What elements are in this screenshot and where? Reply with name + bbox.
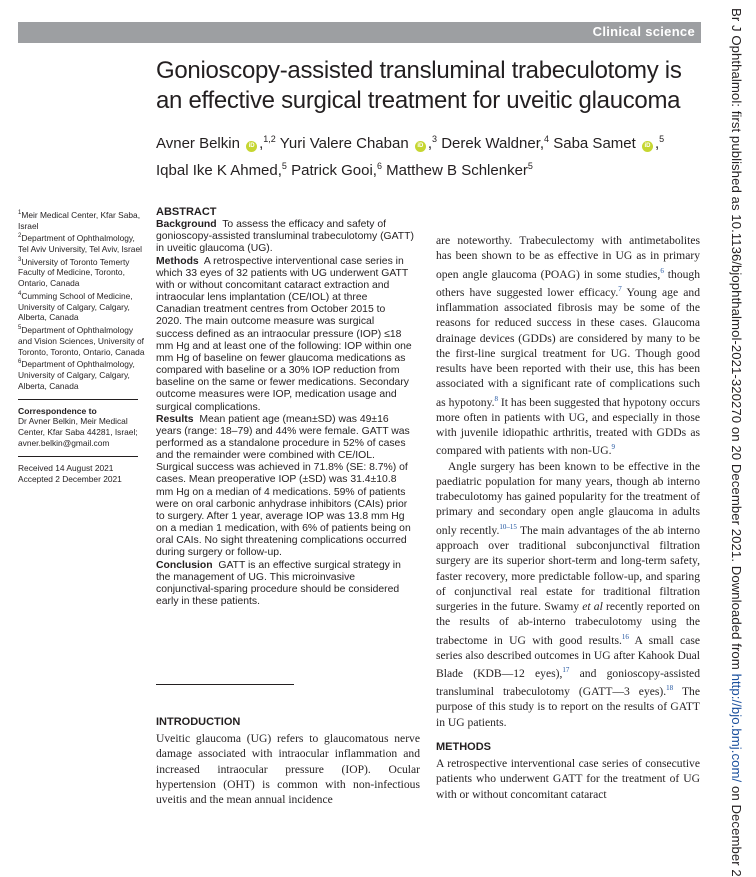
section-label: Clinical science xyxy=(592,24,695,39)
divider xyxy=(18,399,138,400)
article-title: Gonioscopy-assisted transluminal trabeculotomy is an effective surgical treatment for uveitic glaucoma xyxy=(156,57,682,114)
abstract-heading: ABSTRACT xyxy=(156,206,217,218)
received-date: Received 14 August 2021 xyxy=(18,462,114,473)
introduction-text: Uveitic glaucoma (UG) refers to glaucomatous nerve damage associated with intraocular inflammation and increased intraocular pressure (IOP). Ocular hypertension (OHT) is common with non-infectious uveitis and the mean annual incidence xyxy=(156,732,420,807)
orcid-icon[interactable]: iD xyxy=(642,141,653,152)
reference-link[interactable]: 16 xyxy=(621,632,629,641)
reference-link[interactable]: 6 xyxy=(660,266,664,275)
section-header-bar xyxy=(18,22,701,43)
author-list: Avner Belkin iD ,$^{1,2}$ Yuri Valere Chaban iD ,$^3$ Derek Waldner,$^4$ Saba Samet iD ,$^5$ Iqbal Ike K Ahmed,$^5$ Patrick Gooi,$^6$ Matthew B Schlenker$^5$ xyxy=(156,134,665,179)
accepted-date: Accepted 2 December 2021 xyxy=(18,473,122,484)
author-affiliation-ref: 5 xyxy=(659,134,665,144)
author-affiliation-ref: 5 xyxy=(281,161,287,171)
abstract-methods: Methods A retrospective interventional case series in which 33 eyes of 32 patients with UG underwent GATT with or without concomitant cataract extraction and intraocular lens implantation (CE/IOL) at three Canadian treatment centres from October 2015 to 2020. The main outcome measure was surgical success defined as an intraocular pressure (IOP) ≤18 mm Hg and at least one of the following: IOP within one mm Hg of baseline on fewer glaucoma medications as compared with baseline or a 30% IOP reduction from baseline on the same or fewer medications. Secondary outcome measures were IOP, medication usage and surgical complications. xyxy=(156,255,412,413)
citation-text-end: on December 2 xyxy=(729,782,744,877)
author-name: Matthew B Schlenker xyxy=(386,162,528,179)
author-name: Avner Belkin xyxy=(156,135,240,152)
author-name: Derek Waldner, xyxy=(441,135,545,152)
orcid-icon[interactable]: iD xyxy=(415,141,426,152)
abstract-background: Background To assess the efficacy and safety of gonioscopy-assisted transluminal trabeculotomy (GATT) in uveitic glaucoma (UG). xyxy=(156,219,414,255)
author-name: Patrick Gooi, xyxy=(291,162,377,179)
reference-link[interactable]: 8 xyxy=(494,394,499,403)
abstract-results: Results Mean patient age (mean±SD) was 49±16 years (range: 18–79) and 44% were female. GATT was performed as a standalone procedure in 52% of cases and the remainder were combined with CE/IOL. Surgical success was achieved in 71.8% (SE: 8.7%) of cases. Mean preoperative IOP (±SD) was 31.4±10.8 mm Hg on a median of 4 medications. 59% of patients were on oral carbonic anhydrase inhibitors (CAIs) prior to surgery. After 1 year, average IOP was 13.8 mm Hg on a median 1 medication, with 6% of patients being on oral CAIs. No sight threatening complications occurred during surgery or follow-up. xyxy=(156,413,411,559)
vertical-margin-citation xyxy=(724,8,754,877)
correspondence-heading: Correspondence to xyxy=(18,405,97,416)
methods-text: A retrospective interventional case series of consecutive patients who underwent GATT for the treatment of UG with or without concomitant cataract xyxy=(436,757,700,801)
abstract-divider xyxy=(156,684,294,685)
orcid-icon[interactable]: iD xyxy=(246,141,257,152)
reference-link[interactable]: 18 xyxy=(666,684,674,693)
abstract xyxy=(156,206,414,608)
affiliation: $^5$Department of Ophthalmology and Vision Sciences, University of Toronto, Toronto, Ontario, Canada xyxy=(18,324,145,357)
affiliation: $^6$Department of Ophthalmology, University of Calgary, Calgary, Alberta, Canada xyxy=(18,359,135,391)
introduction-heading: INTRODUCTION xyxy=(156,716,241,728)
author-affiliation-ref: 6 xyxy=(376,161,382,171)
journal-link[interactable]: http://bjo.bmj.com/ xyxy=(729,673,744,783)
author-name: Iqbal Ike K Ahmed, xyxy=(156,162,282,179)
citation-text: Br J Ophthalmol: first published as 10.1136/bjophthalmol-2021-320270 on 20 December 2021. Downloaded from xyxy=(729,8,744,674)
sidebar-affiliations xyxy=(18,208,146,484)
affiliation: $^4$Cumming School of Medicine, University of Calgary, Calgary, Alberta, Canada xyxy=(18,290,133,323)
body-text-right-column xyxy=(436,233,700,730)
author-affiliation-ref: 5 xyxy=(527,161,533,171)
reference-link[interactable]: 17 xyxy=(562,666,570,675)
affiliation: $^3$University of Toronto Temerty Faculty of Medicine, Toronto, Ontario, Canada xyxy=(18,256,130,289)
reference-link[interactable]: 10–15 xyxy=(499,522,517,531)
divider xyxy=(18,456,138,457)
reference-link[interactable]: 7 xyxy=(618,284,622,293)
author-affiliation-ref: 1,2 xyxy=(263,134,276,144)
author-name: Saba Samet xyxy=(553,135,636,152)
abstract-conclusion: Conclusion GATT is an effective surgical strategy in the management of UG. This microinvasive conjunctival-sparing procedure should be considered early in these patients. xyxy=(156,559,401,607)
paragraph: Angle surgery has been known to be effective in the paediatric population for many years, though ab interno trabeculotomy has gained popularity for the treatment of primary and secondary open angle glaucoma in adults only recently.$^{10-15}$ The main advantages of the ab interno approach over traditional subconjunctival filtration surgery are its superior short-term and long-term safety, faster recovery, more predictable follow-up, and sparing of conjunctival real estate for traditional filtration surgeries in the future. Swamy et al recently reported on the results of ab-interno trabeculotomy using the trabectome in UG with good results.$^{16}$ A small case series also described outcomes in UG after Kahook Dual Blade (KDB—12 eyes),$^{17}$ and gonioscopy-assisted transluminal trabeculotomy (GATT—3 eyes).$^{18}$ The purpose of this study is to report on the results of GATT in UG patients. xyxy=(436,459,700,729)
correspondence-text: Dr Avner Belkin, Meir Medical Center, Kfar Saba 44281, Israel; avner.belkin@gmail.com xyxy=(18,416,138,448)
author-affiliation-ref: 4 xyxy=(544,134,550,144)
affiliation: $^2$Department of Ophthalmology, Tel Aviv University, Tel Aviv, Israel xyxy=(18,233,142,254)
author-affiliation-ref: 3 xyxy=(432,134,438,144)
reference-link[interactable]: 9 xyxy=(611,443,615,452)
affiliation: $^1$Meir Medical Center, Kfar Saba, Israel xyxy=(18,209,141,231)
paragraph: are noteworthy. Trabeculectomy with antimetabolites has been shown to be as effective in UG as in primary open angle glaucoma (POAG) in some studies,$^6$ though others have suggested lower efficacy.$^7$ Young age and inflammation associated fibrosis may be some of the reasons for reduced success in these cases. Glaucoma drainage devices (GDDs) are considered by many to be the first-line surgical treatment for UG. Though good results have been reported with their use, this has been associated with a significant rate of complications such as hypotony.$^8$ It has been suggested that hypotony occurs more often in patients with UG, and especially in those with juvenile idiopathic arthritis, treated with GDDs as compared with patients with non-UG.$^9$ xyxy=(436,234,701,458)
author-name: Yuri Valere Chaban xyxy=(279,135,409,152)
methods-heading: METHODS xyxy=(436,741,491,753)
